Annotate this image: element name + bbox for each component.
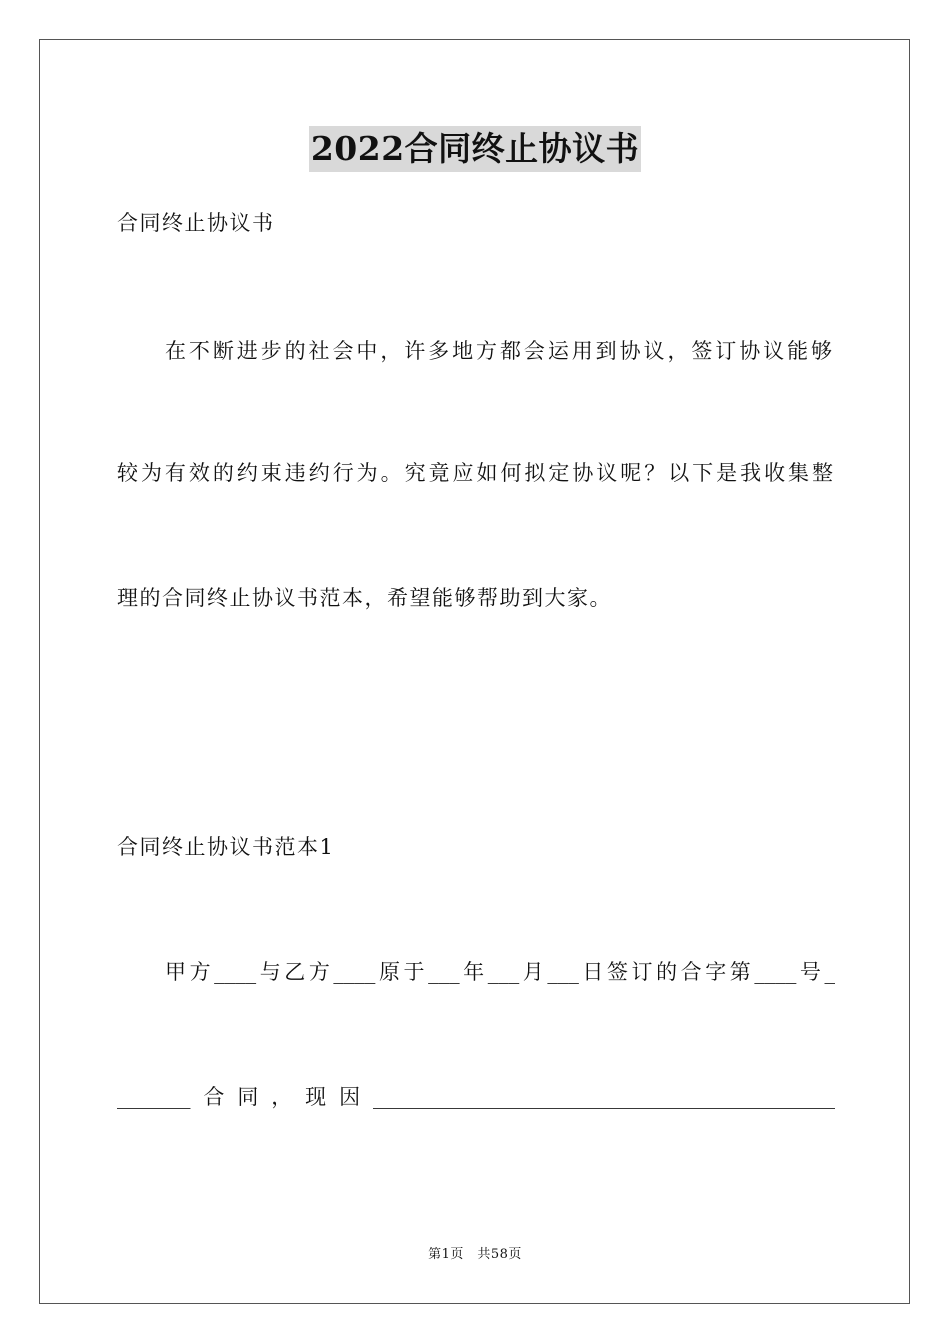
intro-line-3: 理的合同终止协议书范本，希望能够帮助到大家。 (117, 586, 612, 610)
document-title: 2022合同终止协议书 (309, 126, 641, 172)
body-line-2: _______合同，现因____________________________________________ (117, 1085, 835, 1109)
intro-line-1: 在不断进步的社会中，许多地方都会运用到协议，签订协议能够 (165, 339, 832, 363)
body-line-1: 甲方____与乙方____原于___年___月___日签订的合字第____号_ (165, 960, 835, 984)
page-number-footer: 第1页 共58页 (428, 1247, 522, 1262)
intro-line-2: 较为有效的约束违约行为。究竟应如何拟定协议呢？以下是我收集整 (117, 461, 833, 485)
document-subtitle: 合同终止协议书 (117, 211, 275, 235)
section-heading: 合同终止协议书范本1 (117, 835, 335, 859)
document-title-wrapper (0, 126, 950, 172)
